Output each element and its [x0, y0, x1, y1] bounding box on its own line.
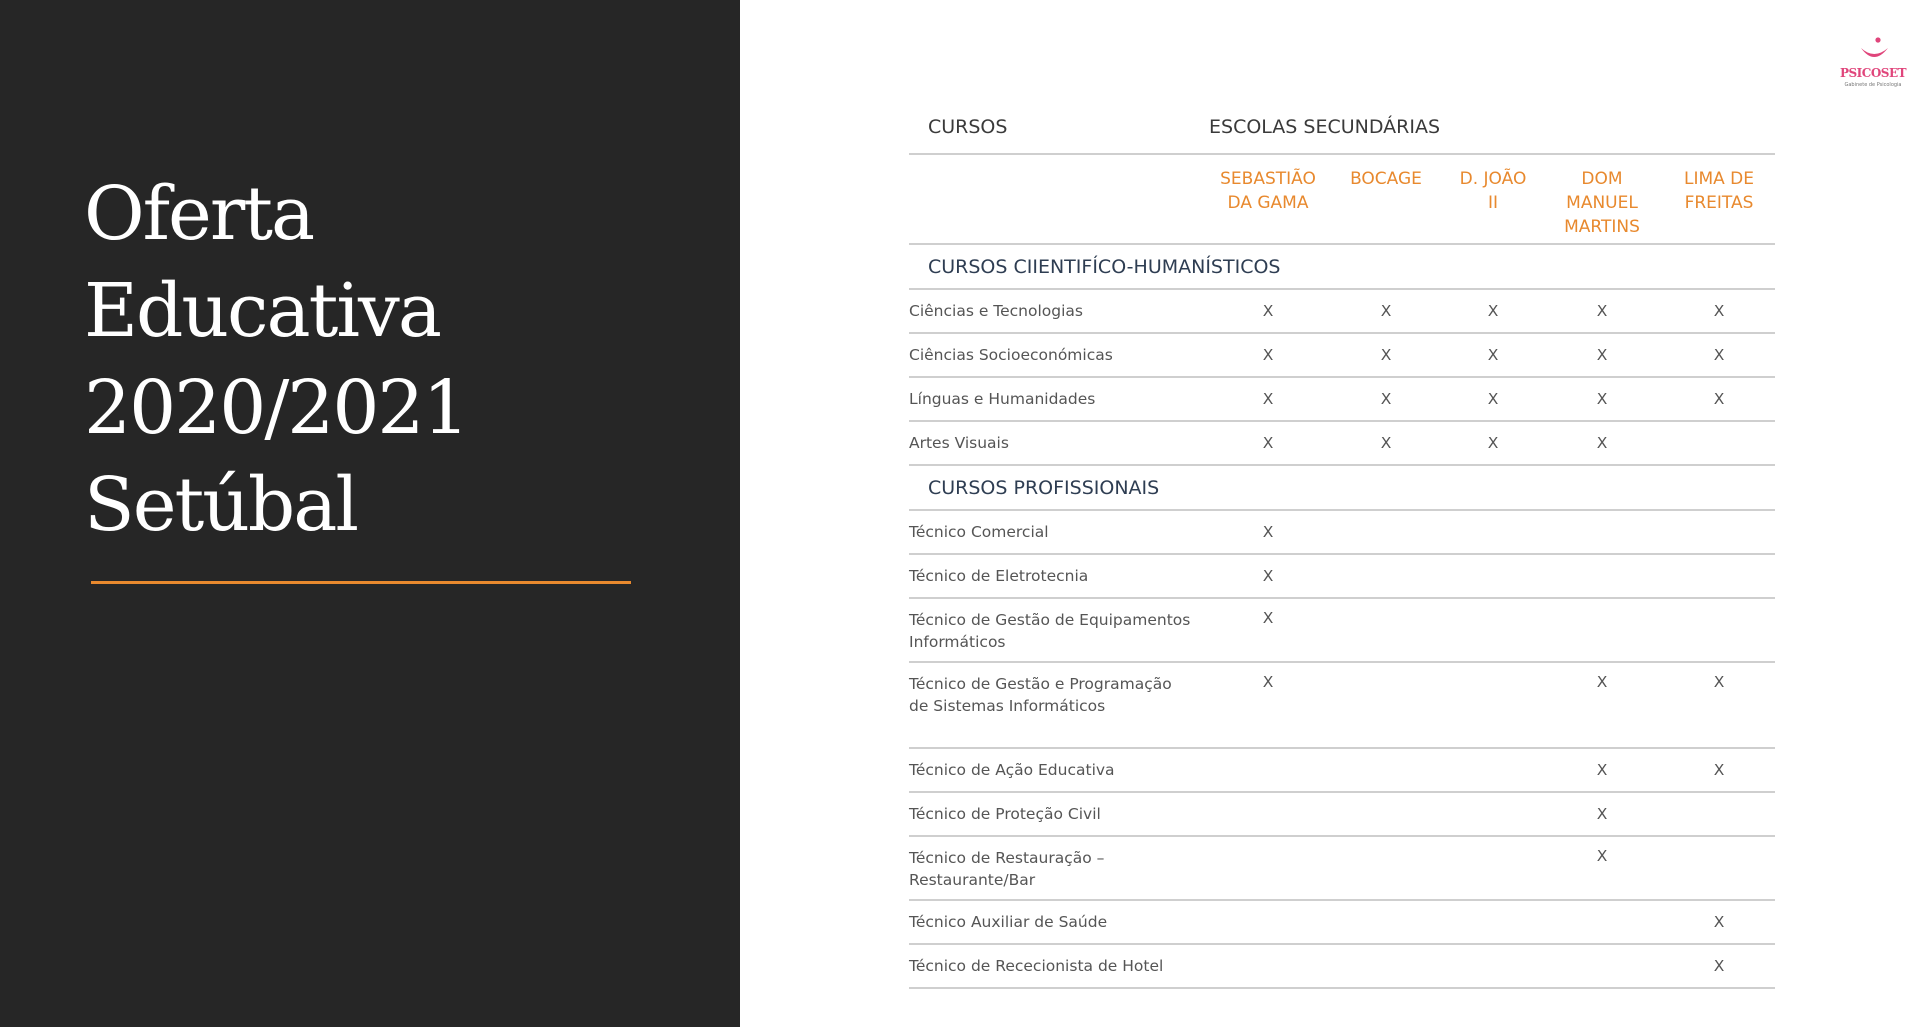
availability-mark — [1663, 510, 1775, 554]
availability-mark — [1209, 748, 1327, 792]
availability-mark: X — [1262, 302, 1274, 320]
course-name-line: Técnico de Proteção Civil — [909, 805, 1101, 823]
course-name-line: Técnico de Ação Educativa — [909, 761, 1115, 779]
school-name-line: LIMA DE — [1683, 169, 1755, 189]
school-name — [1541, 154, 1663, 244]
availability-mark: X — [1596, 302, 1608, 320]
title-divider — [91, 581, 631, 584]
school-name-line: DA GAMA — [1227, 193, 1309, 213]
table-row — [909, 662, 1775, 748]
course-name-line: Técnico de Eletrotecnia — [909, 567, 1089, 585]
course-name — [909, 598, 1209, 662]
logo-subtitle: Gabinete de Psicologia — [1844, 82, 1902, 88]
table-row — [909, 289, 1775, 333]
availability-mark: X — [1713, 346, 1725, 364]
title-line: Oferta — [84, 171, 314, 257]
course-name — [909, 377, 1209, 421]
psicoset-logo — [1838, 30, 1908, 92]
table-row — [909, 554, 1775, 598]
availability-mark — [1445, 944, 1541, 988]
availability-mark — [1327, 792, 1445, 836]
availability-mark — [1327, 900, 1445, 944]
availability-mark: X — [1713, 761, 1725, 779]
availability-mark: X — [1487, 302, 1499, 320]
course-name — [909, 289, 1209, 333]
course-name — [909, 662, 1209, 748]
school-name — [1209, 154, 1327, 244]
course-name — [909, 510, 1209, 554]
table-row — [909, 333, 1775, 377]
availability-mark: X — [1596, 346, 1608, 364]
school-name-line: DOM — [1581, 169, 1623, 189]
school-names-row — [909, 154, 1775, 244]
availability-mark — [1209, 836, 1327, 900]
availability-mark: X — [1380, 434, 1392, 452]
availability-mark: X — [1713, 673, 1725, 691]
title-line: Setúbal — [84, 462, 358, 548]
table-row — [909, 900, 1775, 944]
availability-mark — [1327, 554, 1445, 598]
availability-mark — [1445, 662, 1541, 748]
course-name — [909, 421, 1209, 465]
course-name-line: Técnico Auxiliar de Saúde — [909, 913, 1108, 931]
availability-mark — [1327, 748, 1445, 792]
availability-mark — [1663, 836, 1775, 900]
school-name-line: SEBASTIÃO — [1220, 169, 1316, 189]
course-name — [909, 836, 1209, 900]
availability-mark: X — [1380, 302, 1392, 320]
availability-mark — [1541, 554, 1663, 598]
availability-mark: X — [1262, 523, 1274, 541]
title-line: 2020/2021 — [84, 365, 468, 451]
table-row — [909, 598, 1775, 662]
course-name-line: Técnico de Rececionista de Hotel — [909, 957, 1164, 975]
course-name-line: Técnico de Gestão e Programação — [909, 675, 1172, 693]
course-name-line: Técnico Comercial — [909, 523, 1049, 541]
section-title: CURSOS PROFISSIONAIS — [928, 476, 1160, 499]
availability-mark — [1663, 421, 1775, 465]
availability-mark — [1327, 662, 1445, 748]
availability-mark: X — [1487, 390, 1499, 408]
availability-mark — [1663, 792, 1775, 836]
school-name-line: II — [1487, 193, 1499, 213]
table-header-row — [909, 101, 1775, 154]
availability-mark — [1663, 598, 1775, 662]
availability-mark: X — [1262, 390, 1274, 408]
course-name-line: Ciências e Tecnologias — [909, 302, 1083, 320]
school-name — [1663, 154, 1775, 244]
availability-mark: X — [1596, 805, 1608, 823]
course-name-line: Línguas e Humanidades — [909, 390, 1096, 408]
course-name — [909, 792, 1209, 836]
section-title: CURSOS CIIENTIFÍCO-HUMANÍSTICOS — [928, 255, 1281, 278]
availability-mark — [1327, 944, 1445, 988]
availability-mark — [1445, 748, 1541, 792]
school-name — [1445, 154, 1541, 244]
course-name-line: Restaurante/Bar — [909, 871, 1036, 889]
availability-mark: X — [1262, 673, 1274, 691]
availability-mark: X — [1713, 957, 1725, 975]
availability-mark: X — [1262, 346, 1274, 364]
course-name — [909, 944, 1209, 988]
table-row — [909, 377, 1775, 421]
logo-name: PSICOSET — [1839, 66, 1907, 80]
title-panel — [0, 0, 740, 1027]
availability-mark: X — [1713, 390, 1725, 408]
availability-mark: X — [1380, 346, 1392, 364]
smile-logo-icon — [1858, 36, 1890, 64]
availability-mark: X — [1487, 346, 1499, 364]
school-name-line: BOCAGE — [1350, 169, 1422, 189]
empty-cell — [909, 154, 1209, 244]
availability-mark — [1541, 944, 1663, 988]
availability-mark — [1209, 900, 1327, 944]
school-name-line: FREITAS — [1684, 193, 1754, 213]
courses-table — [909, 101, 1775, 989]
availability-mark — [1209, 944, 1327, 988]
availability-mark — [1209, 792, 1327, 836]
school-name — [1327, 154, 1445, 244]
availability-mark: X — [1262, 567, 1274, 585]
availability-mark — [1445, 510, 1541, 554]
availability-mark — [1327, 598, 1445, 662]
availability-mark: X — [1262, 434, 1274, 452]
section-header-row — [909, 465, 1775, 510]
availability-mark: X — [1380, 390, 1392, 408]
availability-mark — [1327, 836, 1445, 900]
availability-mark — [1663, 554, 1775, 598]
course-name-line: Técnico de Restauração – — [909, 849, 1105, 867]
course-name-line: Técnico de Gestão de Equipamentos — [909, 611, 1191, 629]
table-row — [909, 836, 1775, 900]
course-name-line: Ciências Socioeconómicas — [909, 346, 1113, 364]
table-row — [909, 944, 1775, 988]
title-line: Educativa — [84, 268, 440, 354]
availability-mark — [1445, 792, 1541, 836]
availability-mark — [1445, 900, 1541, 944]
courses-header: CURSOS — [928, 116, 1008, 138]
availability-mark: X — [1713, 913, 1725, 931]
availability-mark: X — [1262, 609, 1274, 627]
table-row — [909, 421, 1775, 465]
table-row — [909, 510, 1775, 554]
course-name-line: Informáticos — [909, 633, 1006, 651]
availability-mark — [1445, 836, 1541, 900]
availability-mark: X — [1596, 847, 1608, 865]
availability-mark: X — [1596, 761, 1608, 779]
table-row — [909, 792, 1775, 836]
availability-mark: X — [1596, 390, 1608, 408]
slide-title — [84, 166, 468, 554]
availability-mark — [1445, 554, 1541, 598]
school-name-line: MARTINS — [1564, 217, 1640, 237]
schools-header: ESCOLAS SECUNDÁRIAS — [1209, 116, 1441, 138]
availability-mark: X — [1596, 434, 1608, 452]
table-row — [909, 748, 1775, 792]
availability-mark: X — [1596, 673, 1608, 691]
availability-mark — [1327, 510, 1445, 554]
availability-mark: X — [1713, 302, 1725, 320]
school-name-line: MANUEL — [1566, 193, 1638, 213]
availability-mark — [1541, 598, 1663, 662]
school-name-line: D. JOÃO — [1459, 169, 1527, 189]
availability-mark — [1541, 510, 1663, 554]
section-header-row — [909, 244, 1775, 289]
course-name — [909, 333, 1209, 377]
availability-mark: X — [1487, 434, 1499, 452]
availability-mark — [1445, 598, 1541, 662]
availability-mark — [1541, 900, 1663, 944]
course-name-line: Artes Visuais — [909, 434, 1009, 452]
course-name-line: de Sistemas Informáticos — [909, 697, 1106, 715]
course-name — [909, 748, 1209, 792]
course-name — [909, 554, 1209, 598]
course-name — [909, 900, 1209, 944]
